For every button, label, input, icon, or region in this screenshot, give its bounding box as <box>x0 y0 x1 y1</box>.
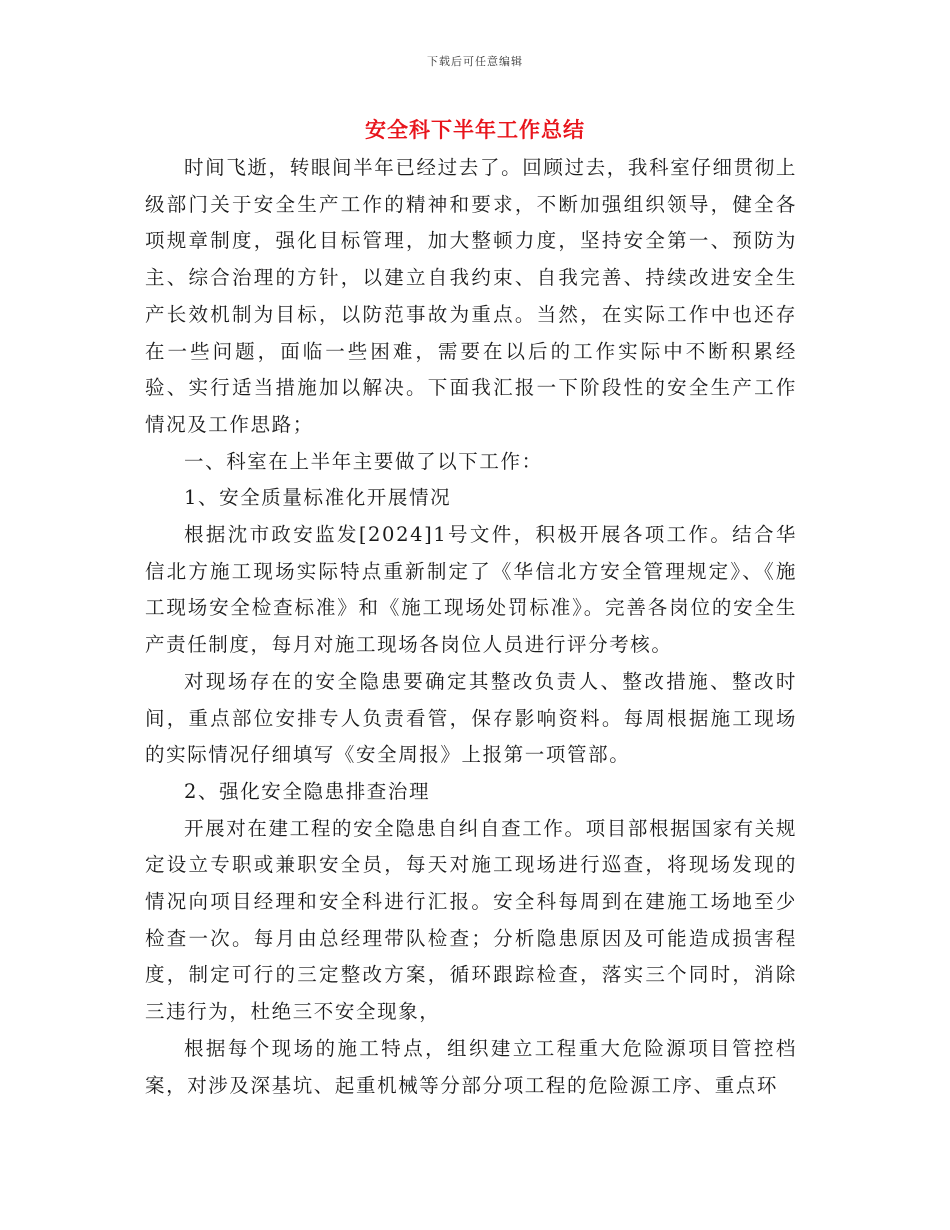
section-heading-1: 一、科室在上半年主要做了以下工作： <box>184 449 543 473</box>
subsection-heading-1: 1、安全质量标准化开展情况 <box>184 486 452 510</box>
document-body <box>145 150 797 1104</box>
paragraph-hazard-archive: 根据每个现场的施工特点，组织建立工程重大危险源项目管控档案，对涉及深基坑、起重机械等分部分项工程的危险源工序、重点环 <box>145 1036 797 1097</box>
paragraph-standardization: 根据沈市政安监发[2024]1号文件，积极开展各项工作。结合华信北方施工现场实际特点重新制定了《华信北方安全管理规定》、《施工现场安全检查标准》和《施工现场处罚标准》。完善各岗位的安全生产责任制度，每月对施工现场各岗位人员进行评分考核。 <box>145 523 797 657</box>
subsection-heading-2: 2、强化安全隐患排查治理 <box>184 779 431 803</box>
paragraph-hazard-rectification: 对现场存在的安全隐患要确定其整改负责人、整改措施、整改时间，重点部位安排专人负责看管，保存影响资料。每周根据施工现场的实际情况仔细填写《安全周报》上报第一项管部。 <box>145 669 797 767</box>
header-note: 下载后可任意编辑 <box>427 55 523 68</box>
paragraph-intro: 时间飞逝，转眼间半年已经过去了。回顾过去，我科室仔细贯彻上级部门关于安全生产工作的精神和要求，不断加强组织领导，健全各项规章制度，强化目标管理，加大整顿力度，坚持安全第一、预防为主、综合治理的方针，以建立自我约束、自我完善、持续改进安全生产长效机制为目标，以防范事故为重点。当然，在实际工作中也还存在一些问题，面临一些困难，需要在以后的工作实际中不断积累经验、实行适当措施加以解决。下面我汇报一下阶段性的安全生产工作情况及工作思路； <box>145 156 797 436</box>
document-title: 安全科下半年工作总结 <box>365 117 585 142</box>
paragraph-inspection: 开展对在建工程的安全隐患自纠自查工作。项目部根据国家有关规定设立专职或兼职安全员，每天对施工现场进行巡查，将现场发现的情况向项目经理和安全科进行汇报。安全科每周到在建施工场地至少检查一次。每月由总经理带队检查；分析隐患原因及可能造成损害程度，制定可行的三定整改方案，循环跟踪检查，落实三个同时，消除三违行为，杜绝三不安全现象， <box>145 816 797 1024</box>
